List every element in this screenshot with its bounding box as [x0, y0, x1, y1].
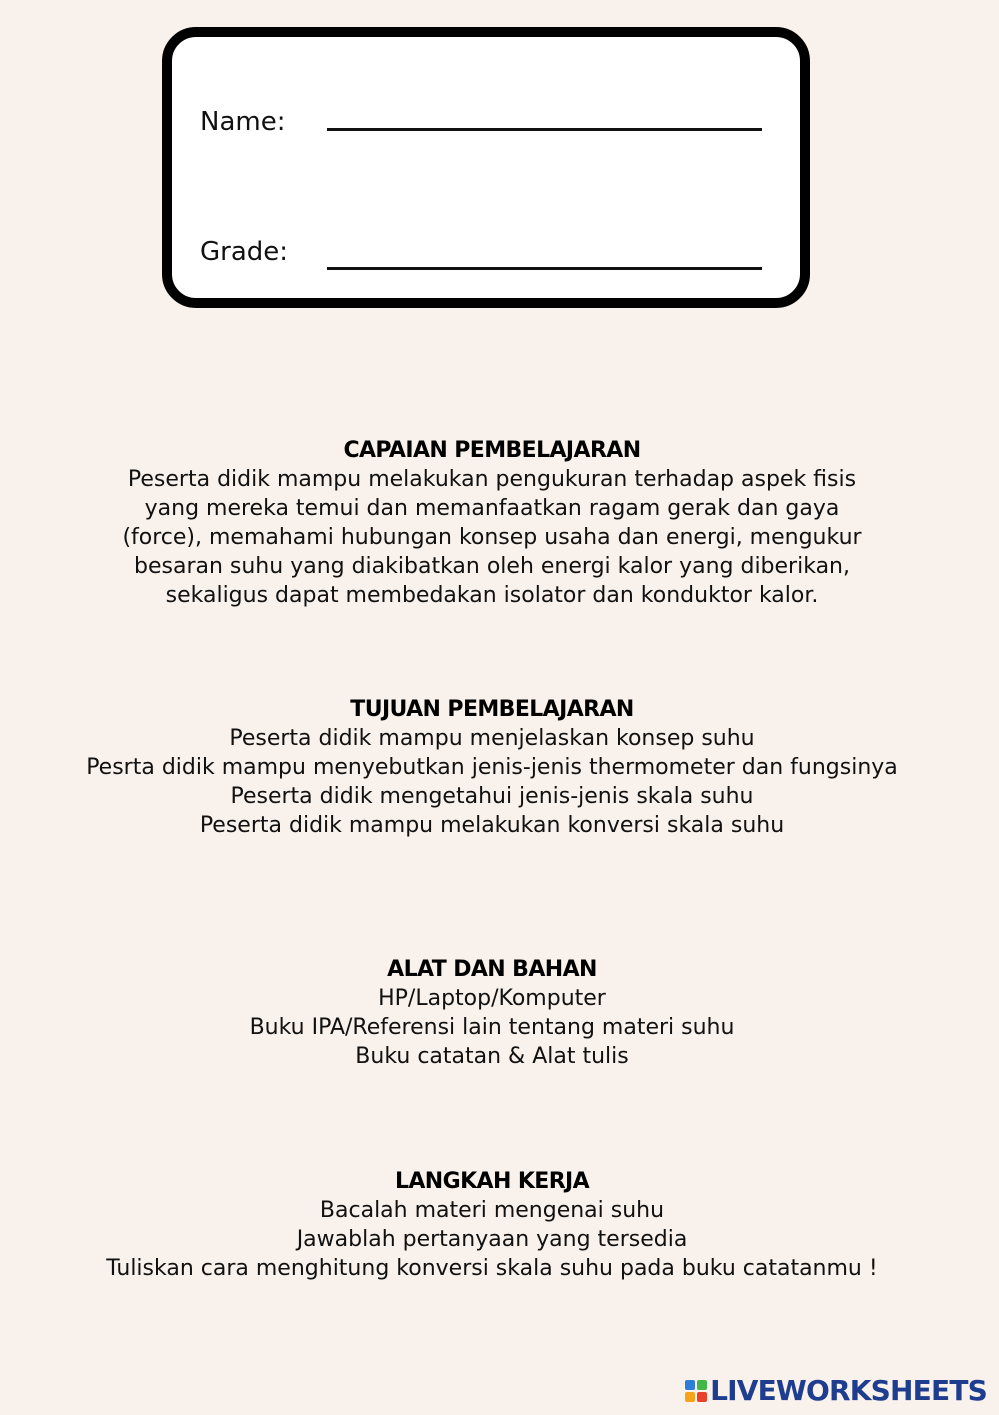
section-langkah-kerja [30, 1167, 954, 1283]
name-input-line[interactable] [327, 128, 762, 131]
section-line: sekaligus dapat membedakan isolator dan konduktor kalor. [165, 583, 819, 608]
section-body [30, 984, 954, 1071]
section-line: Bacalah materi mengenai suhu [319, 1198, 665, 1223]
section-line: (force), memahami hubungan konsep usaha dan energi, mengukur [122, 525, 862, 550]
grade-input-line[interactable] [327, 267, 762, 270]
liveworksheets-brand [685, 1375, 987, 1407]
section-line: HP/Laptop/Komputer [378, 986, 606, 1011]
section-line: Peserta didik mampu melakukan pengukuran terhadap aspek fisis [127, 467, 857, 492]
section-line: Peserta didik mengetahui jenis-jenis skala suhu [230, 784, 754, 809]
section-body [30, 724, 954, 840]
section-line: Pesrta didik mampu menyebutkan jenis-jenis thermometer dan fungsinya [86, 755, 898, 780]
section-heading: ALAT DAN BAHAN [387, 957, 597, 982]
section-line: Buku catatan & Alat tulis [355, 1044, 629, 1069]
section-line: Tuliskan cara menghitung konversi skala suhu pada buku catatanmu ! [106, 1256, 878, 1281]
section-body [30, 1196, 954, 1283]
logo-tile [685, 1392, 695, 1402]
section-line: Jawablah pertanyaan yang tersedia [296, 1227, 688, 1252]
logo-tile [697, 1392, 707, 1402]
section-alat-dan-bahan [30, 955, 954, 1071]
section-line: yang mereka temui dan memanfaatkan ragam gerak dan gaya [144, 496, 840, 521]
section-line: Peserta didik mampu menjelaskan konsep suhu [229, 726, 755, 751]
liveworksheets-logo-icon [685, 1380, 707, 1402]
logo-tile [697, 1380, 707, 1390]
name-label: Name: [200, 107, 286, 137]
name-grade-card [162, 27, 810, 308]
section-line: besaran suhu yang diakibatkan oleh energi kalor yang diberikan, [134, 554, 850, 579]
grade-label: Grade: [200, 237, 289, 267]
section-heading: CAPAIAN PEMBELAJARAN [343, 438, 641, 463]
section-body [30, 465, 954, 610]
section-heading: LANGKAH KERJA [394, 1169, 590, 1194]
section-line: Buku IPA/Referensi lain tentang materi suhu [249, 1015, 735, 1040]
logo-tile [685, 1380, 695, 1390]
section-heading: TUJUAN PEMBELAJARAN [350, 697, 634, 722]
section-capaian-pembelajaran [30, 436, 954, 610]
section-line: Peserta didik mampu melakukan konversi skala suhu [199, 813, 785, 838]
section-tujuan-pembelajaran [30, 695, 954, 840]
liveworksheets-wordmark: LIVEWORKSHEETS [710, 1374, 987, 1407]
